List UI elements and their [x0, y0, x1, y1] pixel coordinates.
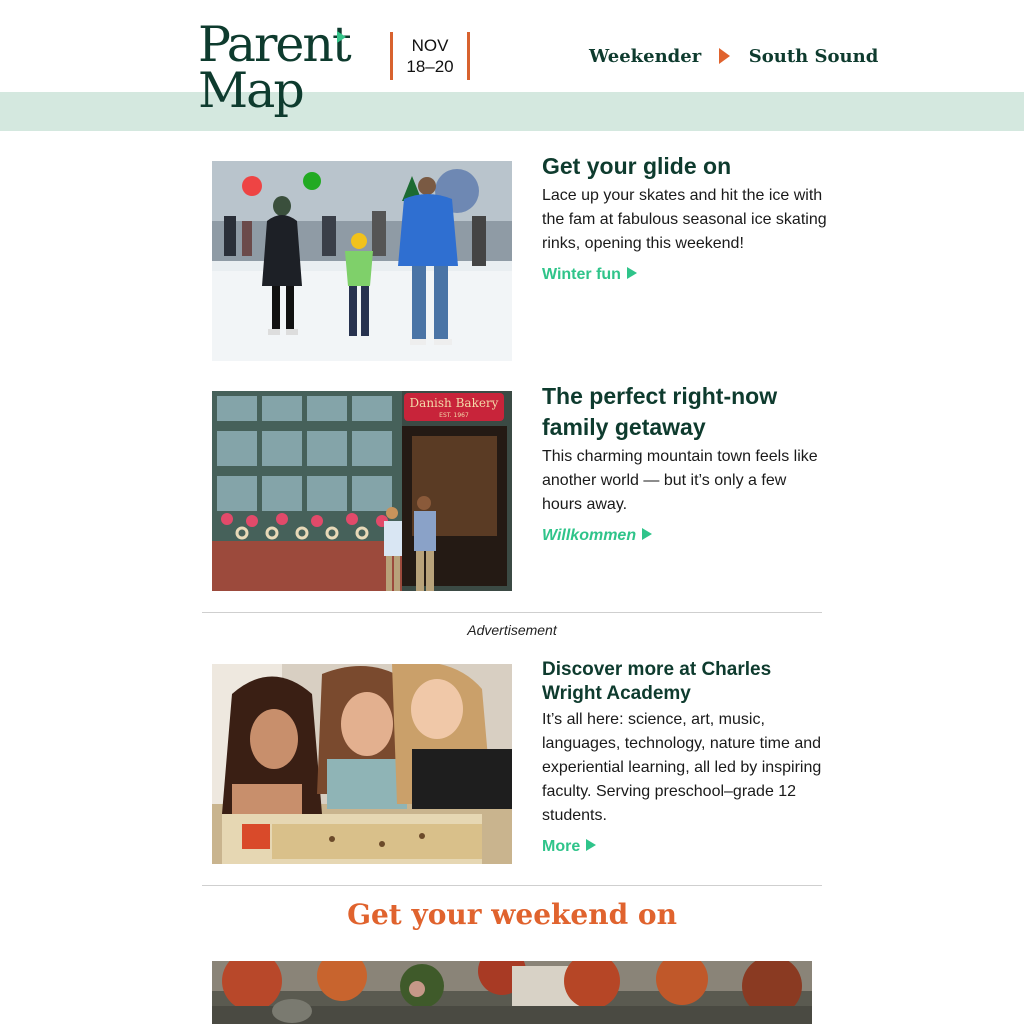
story-body: Lace up your skates and hit the ice with the fam at fabulous seasonal ice skating rinks, opening this weekend!	[542, 187, 827, 252]
play-arrow-icon	[642, 528, 652, 540]
danish-bakery-photo[interactable]	[212, 391, 512, 591]
ad-text	[542, 659, 827, 856]
ice-skating-photo[interactable]	[212, 161, 512, 361]
more-link[interactable]	[542, 838, 596, 856]
bakery-sign-text: Danish Bakery	[409, 396, 499, 410]
story-ice-skating	[212, 153, 827, 361]
header-band	[0, 92, 1024, 131]
cta-label: More	[542, 838, 581, 855]
divider	[202, 612, 822, 613]
story-text	[542, 383, 827, 545]
story-body: This charming mountain town feels like another world — but it’s only a few hours away.	[542, 448, 818, 513]
breadcrumb-weekender[interactable]: Weekender	[589, 45, 702, 67]
divider	[202, 885, 822, 886]
story-title[interactable]: The perfect right-now family getaway	[542, 383, 778, 440]
weekend-hero-photo[interactable]	[212, 961, 812, 1024]
date-range: 18–20	[406, 57, 454, 76]
date-badge	[390, 32, 470, 80]
date-month: NOV	[411, 36, 449, 55]
ad-body: It’s all here: science, art, music, languages, technology, nature time and experiential learning, all led by inspiring faculty. Serving preschool–grade 12 students.	[542, 711, 822, 824]
winter-fun-link[interactable]	[542, 266, 637, 284]
play-arrow-icon	[719, 48, 730, 64]
cta-label: Willkommen	[542, 527, 637, 544]
charles-wright-academy-photo[interactable]	[212, 664, 512, 864]
edition-breadcrumb	[589, 45, 878, 69]
ad-title[interactable]: Discover more at Charles Wright Academy	[542, 659, 772, 704]
breadcrumb-south-sound[interactable]: South Sound	[748, 45, 879, 67]
advertisement-label: Advertisement	[467, 622, 557, 638]
willkommen-link[interactable]	[542, 527, 652, 545]
story-advertisement	[212, 659, 824, 864]
logo-play-icon	[337, 31, 346, 43]
bakery-sign-subtext: EST. 1967	[439, 412, 469, 419]
logo-text-parent: Parent	[198, 16, 350, 73]
story-text	[542, 153, 827, 284]
email-header	[0, 0, 1024, 119]
weekend-section-title: Get your weekend on	[347, 898, 677, 931]
play-arrow-icon	[627, 267, 637, 279]
logo-text-map: Map	[198, 62, 303, 119]
story-family-getaway	[212, 383, 824, 591]
cta-label: Winter fun	[542, 266, 621, 283]
parentmap-logo[interactable]	[198, 14, 358, 120]
play-arrow-icon	[586, 839, 596, 851]
story-title[interactable]: Get your glide on	[542, 153, 732, 179]
